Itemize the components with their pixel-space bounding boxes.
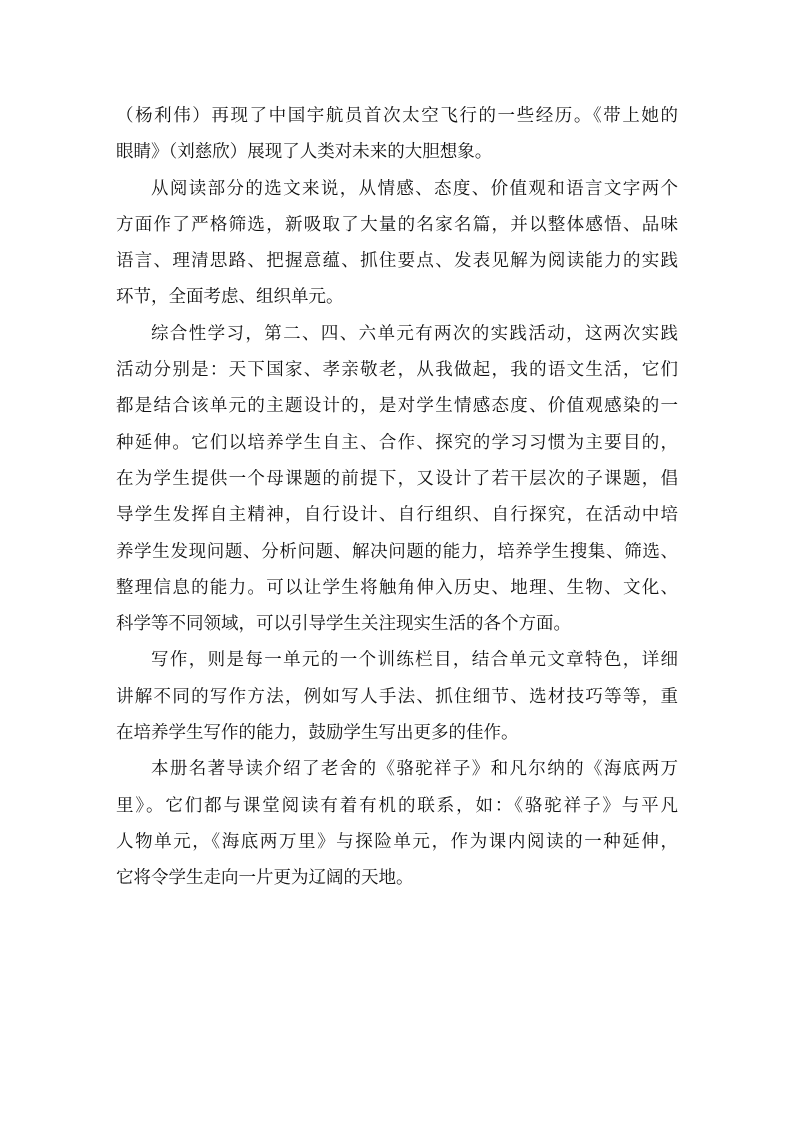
text-line: 在为学生提供一个母课题的前提下，又设计了若干层次的子课题，倡 <box>116 468 678 489</box>
text-line: 种延伸。它们以培养学生自主、合作、探究的学习习惯为主要目的， <box>116 432 678 453</box>
text-line: 养学生发现问题、分析问题、解决问题的能力，培养学生搜集、筛选、 <box>116 541 678 562</box>
text-line: 人物单元，《海底两万里》与探险单元，作为课内阅读的一种延伸， <box>116 831 678 852</box>
text-line: 眼睛》（刘慈欣）展现了人类对未来的大胆想象。 <box>116 142 493 163</box>
text-line: 环节，全面考虑、组织单元。 <box>116 287 344 308</box>
text-line: 里》。它们都与课堂阅读有着有机的联系，如：《骆驼祥子》与平凡 <box>116 795 678 816</box>
paragraph-first-line: 写作，则是每一单元的一个训练栏目，结合单元文章特色，详细 <box>151 650 678 671</box>
paragraph-first-line: 从阅读部分的选文来说，从情感、态度、价值观和语言文字两个 <box>151 178 678 199</box>
text-line: 导学生发挥自主精神，自行设计、自行组织、自行探究，在活动中培 <box>116 505 678 526</box>
text-line: 整理信息的能力。可以让学生将触角伸入历史、地理、生物、文化、 <box>116 577 678 598</box>
text-line: 在培养学生写作的能力，鼓励学生写出更多的佳作。 <box>116 723 519 744</box>
text-line: 它将令学生走向一片更为辽阔的天地。 <box>116 868 414 889</box>
text-line: 语言、理清思路、把握意蕴、抓住要点、发表见解为阅读能力的实践 <box>116 251 678 272</box>
text-line: 讲解不同的写作方法，例如写人手法、抓住细节、选材技巧等等，重 <box>116 686 678 707</box>
document-body <box>116 98 678 897</box>
text-line: 方面作了严格筛选，新吸取了大量的名家名篇，并以整体感悟、品味 <box>116 214 678 235</box>
text-line: 都是结合该单元的主题设计的，是对学生情感态度、价值观感染的一 <box>116 396 678 417</box>
paragraph-first-line: 本册名著导读介绍了老舍的《骆驼祥子》和凡尔纳的《海底两万 <box>151 759 678 780</box>
text-line: （杨利伟）再现了中国宇航员首次太空飞行的一些经历。《带上她的 <box>116 106 678 126</box>
paragraph-first-line: 综合性学习，第二、四、六单元有两次的实践活动，这两次实践 <box>151 323 678 344</box>
text-line: 科学等不同领域，可以引导学生关注现实生活的各个方面。 <box>116 614 571 635</box>
text-line: 活动分别是：天下国家、孝亲敬老，从我做起，我的语文生活，它们 <box>116 360 678 381</box>
